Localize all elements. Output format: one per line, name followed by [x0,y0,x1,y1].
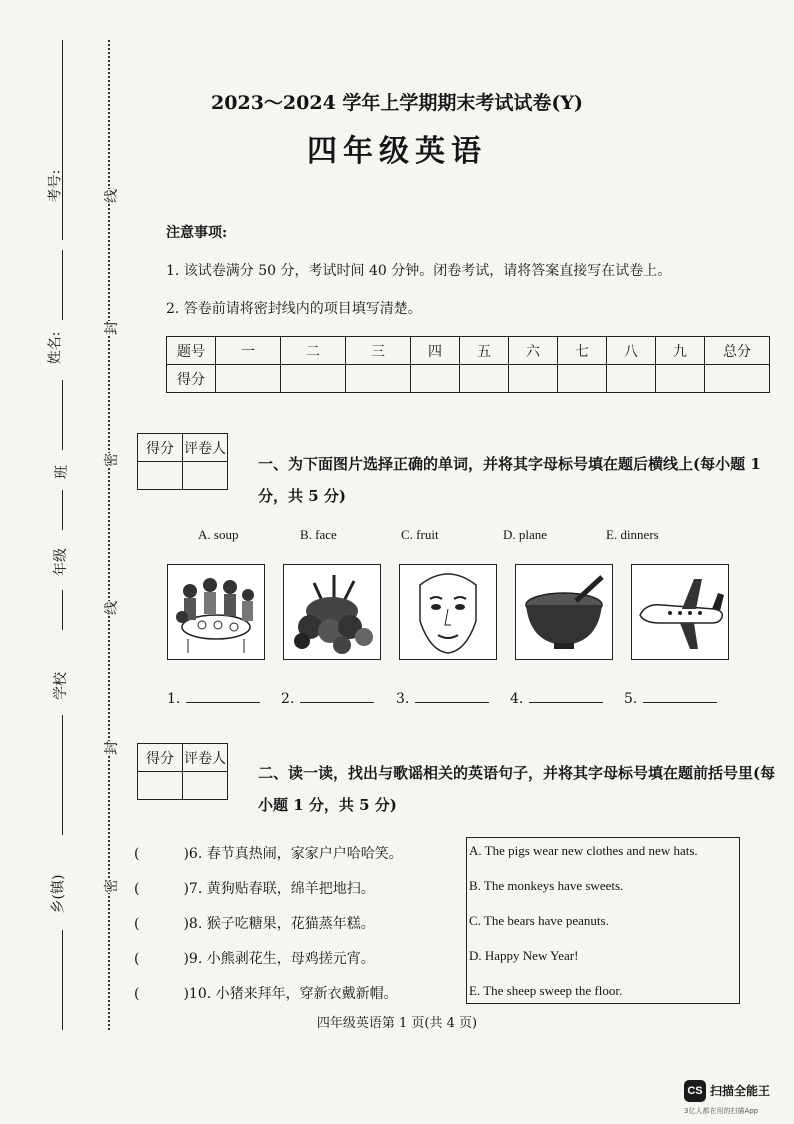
grader-label: 评卷人 [183,434,228,462]
answer-paren[interactable]: ( [134,951,140,967]
answer-line[interactable] [529,690,603,703]
seal-word-5: 封 [101,741,121,755]
score-row-label: 得分 [167,365,216,393]
answer-paren[interactable]: ( [134,916,140,932]
name-label: 姓名: [47,331,64,365]
option-e: E. dinners [606,527,659,542]
item-number: )9. [183,951,203,967]
score-cell[interactable] [558,365,607,393]
note-item-1: 1. 该试卷满分 50 分，考试时间 40 分钟。闭卷考试，请将答案直接写在试卷上。 [166,263,672,279]
answer-option-e: E. The sheep sweep the floor. [469,983,623,998]
score-table-header: 一 [216,337,281,365]
score-table-header: 三 [346,337,411,365]
score-table-header: 五 [460,337,509,365]
score-table-header: 七 [558,337,607,365]
margin-line-name [62,250,63,320]
score-table-header: 题号 [167,337,216,365]
section2-instruction-line1: 二、读一读，找出与歌谣相关的英语句子，并将其字母标号填在题前括号里(每 [258,764,776,782]
rhyme-item-6[interactable] [134,843,403,863]
answer-option-b: B. The monkeys have sweets. [469,878,624,893]
family-dinner-icon [167,564,265,660]
score-table [166,336,770,393]
score-cell[interactable] [411,365,460,393]
score-table-header: 四 [411,337,460,365]
exam-title: 2023～2024 学年上学期期末考试试卷(Y) [211,92,583,114]
blank-number: 4. [510,691,524,707]
plane-icon [631,564,729,660]
item-text: 小熊剥花生，母鸡搓元宵。 [206,951,375,967]
cs-logo-icon: CS [684,1080,706,1102]
grade-label: 年级 [53,548,69,576]
answer-options-box [466,837,740,1004]
item-text: 黄狗贴春联，绵羊把地扫。 [206,881,375,897]
score-label: 得分 [138,434,183,462]
note-item-2: 2. 答卷前请将密封线内的项目填写清楚。 [166,301,422,317]
seal-word-4: 线 [101,601,121,615]
margin-line-grade [62,490,63,530]
item-text: 春节真热闹，家家户户哈哈笑。 [206,846,403,862]
rhyme-item-8[interactable] [134,913,375,933]
answer-option-d: D. Happy New Year! [469,948,579,963]
blank-number: 5. [624,691,638,707]
blank-number: 1. [167,691,181,707]
section2-instruction-line2: 小题 1 分，共 5 分) [258,796,397,814]
score-table-header-row [167,337,770,365]
option-d: D. plane [503,527,548,542]
section-score-cell[interactable] [138,772,183,800]
option-a: A. soup [198,527,239,542]
item-number: )7. [183,881,203,897]
score-table-header: 六 [509,337,558,365]
item-number: )8. [183,916,203,932]
score-cell[interactable] [705,365,770,393]
blank-3[interactable] [396,690,489,707]
rhyme-item-9[interactable] [134,948,375,968]
item-number: )10. [183,986,212,1002]
section1-instruction-line2: 分，共 5 分) [258,487,346,505]
answer-line[interactable] [186,690,260,703]
score-table-header: 八 [607,337,656,365]
answer-paren[interactable]: ( [134,881,140,897]
score-table-header: 总分 [705,337,770,365]
scanner-app-name: 扫描全能王 [710,1084,771,1098]
class-label: 班 [54,465,70,479]
score-table-header: 二 [281,337,346,365]
score-cell[interactable] [460,365,509,393]
grader-cell[interactable] [183,772,228,800]
scanner-tagline: 3亿人都在用的扫描App [684,1107,759,1115]
item-number: )6. [183,846,203,862]
blank-5[interactable] [624,690,717,707]
soup-icon [515,564,613,660]
school-label: 学校 [53,672,69,700]
answer-paren[interactable]: ( [134,846,140,862]
grader-label: 评卷人 [183,744,228,772]
answer-option-a: A. The pigs wear new clothes and new hats. [469,843,698,858]
exam-no-label: 考号: [47,169,64,203]
answer-paren[interactable]: ( [134,986,140,1002]
score-cell[interactable] [216,365,281,393]
rhyme-item-7[interactable] [134,878,375,898]
item-text: 小猪来拜年，穿新衣戴新帽。 [215,986,398,1002]
seal-word-3: 密 [101,453,121,467]
grader-cell[interactable] [183,462,228,490]
blank-2[interactable] [281,690,374,707]
answer-line[interactable] [643,690,717,703]
answer-line[interactable] [415,690,489,703]
score-cell[interactable] [509,365,558,393]
notes-heading: 注意事项: [166,225,228,241]
town-label: 乡(镇) [50,874,67,914]
seal-word-2: 封 [101,321,121,335]
blank-number: 3. [396,691,410,707]
score-cell[interactable] [656,365,705,393]
answer-line[interactable] [300,690,374,703]
blank-1[interactable] [167,690,260,707]
score-cell[interactable] [607,365,656,393]
fruit-icon [283,564,381,660]
section-score-cell[interactable] [138,462,183,490]
answer-option-c: C. The bears have peanuts. [469,913,609,928]
margin-line-school [62,590,63,630]
margin-line-class [62,380,63,450]
section1-instruction-line1: 一、为下面图片选择正确的单词，并将其字母标号填在题后横线上(每小题 1 [258,455,761,473]
section2-score-box [137,743,228,800]
option-b: B. face [300,527,337,542]
item-text: 猴子吃糖果，花猫蒸年糕。 [206,916,375,932]
seal-word-6: 密 [101,879,121,893]
page-footer: 四年级英语第 1 页(共 4 页) [316,1016,478,1031]
seal-word-1: 线 [101,189,121,203]
score-cell[interactable] [346,365,411,393]
score-label: 得分 [138,744,183,772]
subject-title: 四年级英语 [307,134,487,169]
option-c: C. fruit [401,527,439,542]
section1-score-box [137,433,228,490]
score-table-header: 九 [656,337,705,365]
margin-line-town [62,715,63,835]
rhyme-item-10[interactable] [134,983,398,1003]
score-cell[interactable] [281,365,346,393]
blank-4[interactable] [510,690,603,707]
score-table-score-row [167,365,770,393]
blank-number: 2. [281,691,295,707]
face-icon [399,564,497,660]
